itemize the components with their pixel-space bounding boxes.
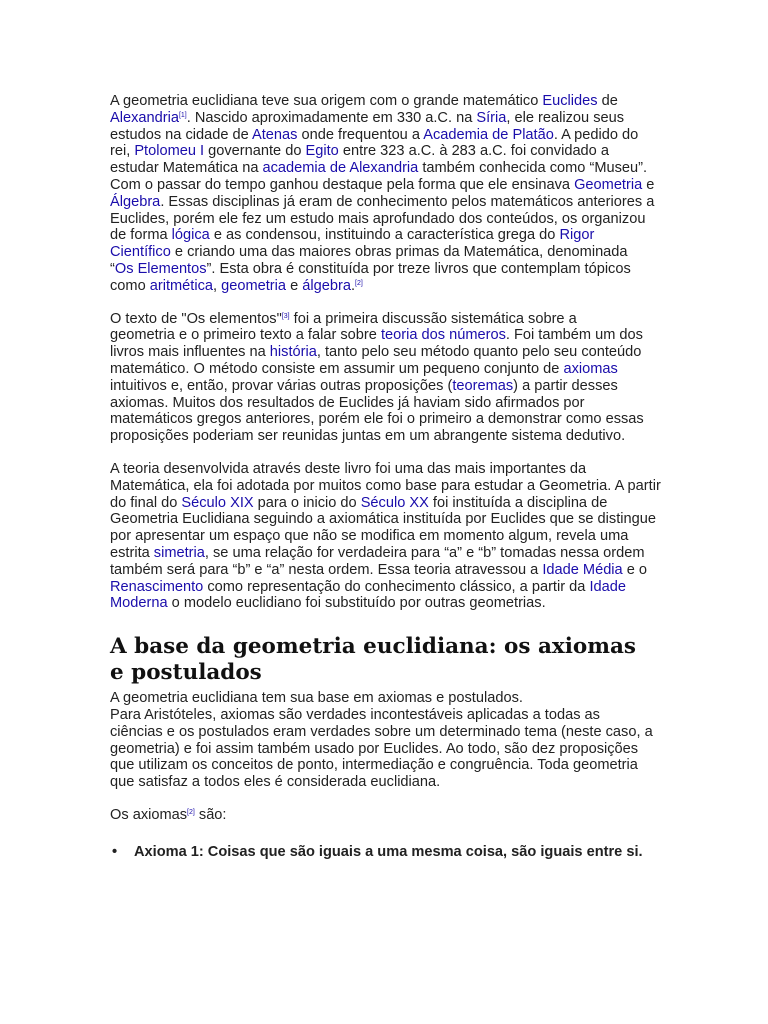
text: são: bbox=[194, 806, 227, 823]
text: intuitivos e, então, provar várias outras proposições ( bbox=[110, 377, 453, 394]
link-teoria-dos-numeros[interactable]: teoria dos números bbox=[380, 327, 506, 344]
link-academia-de-platao[interactable]: Academia de Platão bbox=[423, 126, 554, 143]
text: A geometria euclidiana tem sua base em axiomas e postulados. bbox=[110, 690, 523, 707]
text: como representação do conhecimento clássico, a partir da bbox=[203, 578, 590, 595]
section-heading: A base da geometria euclidiana: os axiomas e postulados bbox=[110, 634, 636, 686]
link-idade-media[interactable]: Idade Média bbox=[542, 561, 623, 578]
text: governante do bbox=[204, 143, 306, 160]
link-egito[interactable]: Egito bbox=[305, 143, 339, 160]
link-os-elementos[interactable]: Os Elementos bbox=[114, 260, 207, 277]
text: de bbox=[597, 93, 618, 109]
link-renascimento[interactable]: Renascimento bbox=[110, 578, 204, 595]
text: . A pedido do rei, bbox=[110, 126, 639, 160]
link-euclides[interactable]: Euclides bbox=[542, 93, 598, 109]
link-seculo-xx[interactable]: Século XX bbox=[360, 494, 429, 511]
text: ”. Esta obra é constituída por treze livros que contemplam tópicos como bbox=[110, 260, 631, 294]
link-rigor-cientifico[interactable]: Rigor Científico bbox=[110, 227, 595, 261]
text: e o bbox=[622, 561, 648, 578]
text: foi a primeira discussão sistemática sobre a geometria e o primeiro texto a falar sobre bbox=[110, 310, 577, 344]
link-geometria-2[interactable]: geometria bbox=[221, 277, 287, 294]
text: e as condensou, instituindo a característica grega do bbox=[209, 227, 560, 244]
text: , ele realizou seus estudos na cidade de bbox=[110, 109, 625, 143]
intro-paragraph bbox=[110, 93, 655, 295]
link-alexandria[interactable]: Alexandria bbox=[110, 109, 179, 126]
link-teoremas[interactable]: teoremas bbox=[452, 377, 514, 394]
article-body bbox=[110, 93, 662, 860]
text: ) a partir desses axiomas. Muitos dos resultados de Euclides já haviam sido afirmados por matemáticos gregos anteriores, porém ele foi o primeiro a demonstrar como essas proposições poderiam ser reunidas juntas em um abrangente sistema dedutivo. bbox=[110, 377, 644, 445]
citation-link-2[interactable]: [2] bbox=[355, 279, 363, 287]
text: Os axiomas bbox=[110, 806, 188, 823]
text: , tanto pelo seu método quanto pelo seu conteúdo matemático. O método consiste em assumir um pequeno conjunto de bbox=[110, 344, 642, 377]
link-ptolomeu[interactable]: Ptolomeu I bbox=[134, 143, 205, 160]
text: A geometria euclidiana teve sua origem com o grande matemático bbox=[110, 93, 543, 109]
text: também conhecida como “Museu”. Com o passar do tempo ganhou destaque pela forma que ele ensinava bbox=[110, 160, 648, 193]
text: . Foi também um dos livros mais influentes na bbox=[110, 327, 643, 361]
link-geometria[interactable]: Geometria bbox=[574, 176, 643, 193]
text: foi instituída a disciplina de Geometria Euclidiana seguindo a axiomática instituída por Euclides que se distingue por apresentar um espaço que não se modifica em momento algum, revela uma estrita bbox=[110, 494, 656, 561]
text: A teoria desenvolvida através deste livro foi uma das mais importantes da Matemática, ela foi adotada por muitos como base para estudar a Geometria. A partir do final do bbox=[110, 460, 661, 511]
text: . Essas disciplinas já eram de conhecimento pelos matemáticos anteriores a Euclides, porém ele fez um estudo mais aprofundado dos conteúdos, os organizou de forma bbox=[110, 193, 655, 244]
elements-paragraph bbox=[110, 311, 645, 445]
link-atenas[interactable]: Atenas bbox=[252, 126, 298, 143]
text: , bbox=[213, 277, 222, 294]
link-aritmetica[interactable]: aritmética bbox=[149, 277, 214, 294]
link-axiomas[interactable]: axiomas bbox=[563, 360, 618, 377]
axioms-list bbox=[110, 844, 662, 861]
text: e criando uma das maiores obras primas da Matemática, denominada “ bbox=[110, 244, 628, 277]
text: Para Aristóteles, axiomas são verdades incontestáveis aplicadas a todas as ciências e os postulados eram verdades sobre um determinado tema (neste caso, a geometria) e foi assim também usado por Euclides. Ao todo, são dez proposições que utilizam os conceitos de ponto, intermediação e congruência. Toda geometria que satisfaz a todos eles é considerada euclidiana. bbox=[110, 706, 653, 791]
theory-paragraph bbox=[110, 461, 662, 612]
citation-link-1[interactable]: [1] bbox=[178, 111, 187, 119]
text: e bbox=[642, 176, 655, 193]
link-siria[interactable]: Síria bbox=[476, 109, 507, 126]
text: o modelo euclidiano foi substituído por outras geometrias. bbox=[167, 595, 546, 612]
axioms-label-paragraph bbox=[110, 807, 662, 824]
text: O texto de "Os elementos" bbox=[110, 310, 282, 327]
list-item bbox=[110, 844, 659, 861]
axiom-text: Axioma 1: Coisas que são iguais a uma mesma coisa, são iguais entre si. bbox=[134, 843, 643, 860]
bullet-icon: • bbox=[112, 843, 118, 860]
citation-link-2b[interactable]: [2] bbox=[187, 808, 195, 816]
link-seculo-xix[interactable]: Século XIX bbox=[181, 494, 254, 511]
link-algebra-2[interactable]: álgebra bbox=[302, 277, 351, 294]
citation-link-3[interactable]: [3] bbox=[281, 312, 290, 320]
link-logica[interactable]: lógica bbox=[171, 227, 210, 244]
link-algebra[interactable]: Álgebra bbox=[110, 193, 161, 210]
axioms-intro-paragraph bbox=[110, 690, 655, 791]
link-academia-de-alexandria[interactable]: academia de Alexandria bbox=[262, 160, 419, 177]
text: . bbox=[350, 277, 356, 294]
text: , se uma relação for verdadeira para “a” e “b” tomadas nessa ordem também será para “b” e “a” nesta ordem. Essa teoria atravessou a bbox=[110, 544, 645, 578]
text: onde frequentou a bbox=[297, 126, 424, 143]
text: para o inicio do bbox=[253, 494, 361, 511]
text: entre 323 a.C. à 283 a.C. foi convidado a estudar Matemática na bbox=[110, 143, 609, 177]
text: . Nascido aproximadamente em 330 a.C. na bbox=[186, 109, 477, 126]
link-idade-moderna[interactable]: Idade Moderna bbox=[110, 578, 626, 612]
link-simetria[interactable]: simetria bbox=[153, 544, 205, 561]
link-historia[interactable]: história bbox=[269, 344, 317, 361]
text: e bbox=[286, 277, 303, 294]
